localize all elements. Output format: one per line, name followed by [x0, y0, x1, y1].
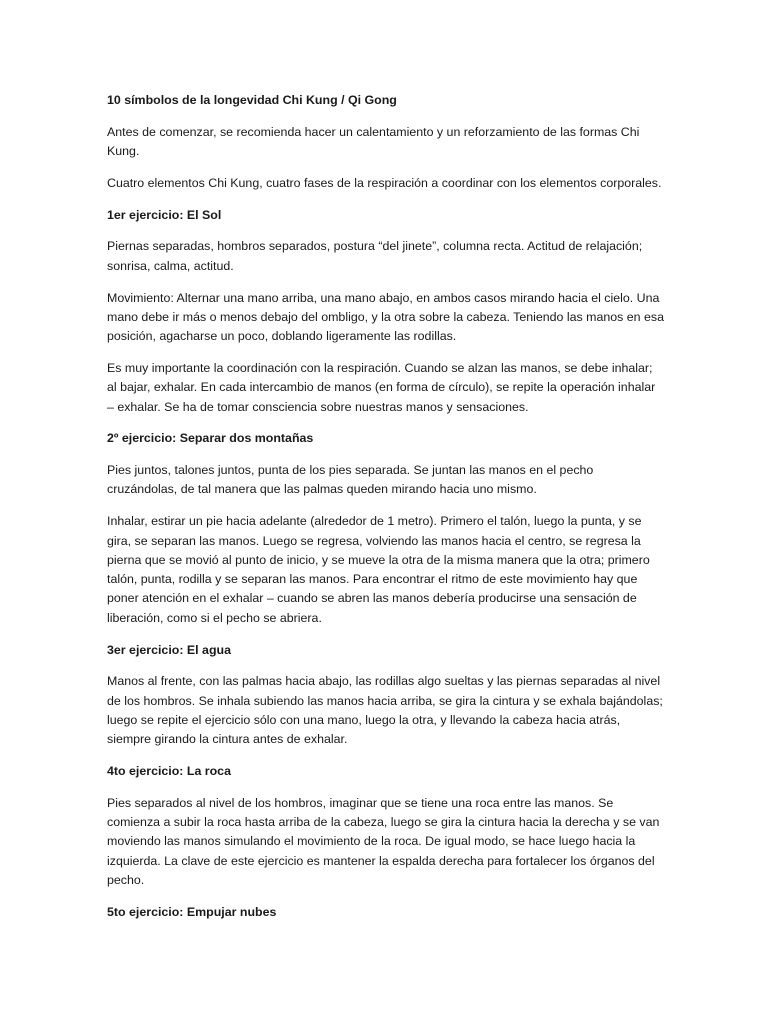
exercise-1-breathing-paragraph: Es muy importante la coordinación con la respiración. Cuando se alzan las manos, se debe inhalar; al bajar, exhalar. En cada intercambio de manos (en forma de círculo), se repite la operación inhalar – exhalar. Se ha de tomar consciencia sobre nuestras manos y sensaciones.	[107, 360, 656, 414]
exercise-1-heading: 1er ejercicio: El Sol	[107, 207, 222, 222]
exercise-4-paragraph: Pies separados al nivel de los hombros, imaginar que se tiene una roca entre las manos. Se comienza a subir la roca hasta arriba de la cabeza, luego se gira la cintura hacia la derecha y se van moviendo las manos simulando el movimiento de la roca. De igual modo, se hace luego hacia la izquierda. La clave de este ejercicio es mantener la espalda derecha para fortalecer los órganos del pecho.	[107, 795, 660, 887]
elements-paragraph: Cuatro elementos Chi Kung, cuatro fases de la respiración a coordinar con los elementos corporales.	[107, 175, 662, 190]
exercise-1-movement-paragraph: Movimiento: Alternar una mano arriba, una mano abajo, en ambos casos mirando hacia el cielo. Una mano debe ir más o menos debajo del ombligo, y la otra sobre la cabeza. Teniendo las manos en esa posición, agacharse un poco, doblando ligeramente las rodillas.	[107, 290, 664, 344]
intro-paragraph: Antes de comenzar, se recomienda hacer un calentamiento y un reforzamiento de las formas Chi Kung.	[107, 124, 640, 159]
exercise-3-paragraph: Manos al frente, con las palmas hacia abajo, las rodillas algo sueltas y las piernas separadas al nivel de los hombros. Se inhala subiendo las manos hacia arriba, se gira la cintura y se exhala bajándolas; luego se repite el ejercicio sólo con una mano, luego la otra, y llevando la cabeza hacia atrás, siempre girando la cintura antes de exhalar.	[107, 674, 663, 747]
exercise-2-movement-paragraph: Inhalar, estirar un pie hacia adelante (alrededor de 1 metro). Primero el talón, luego la punta, y se gira, se separan las manos. Luego se regresa, volviendo las manos hacia el centro, se regresa la pierna que se movió al punto de inicio, y se mueve la otra de la misma manera que la otra; primero talón, punta, rodilla y se separan las manos. Para encontrar el ritmo de este movimiento hay que poner atención en el exhalar – cuando se abren las manos debería producirse una sensación de liberación, como si el pecho se abriera.	[107, 514, 650, 625]
exercise-3-heading: 3er ejercicio: El agua	[107, 642, 231, 657]
exercise-2-heading: 2º ejercicio: Separar dos montañas	[107, 431, 314, 446]
document-title: 10 símbolos de la longevidad Chi Kung / Qi Gong	[107, 93, 397, 107]
document-page	[107, 91, 665, 935]
exercise-2-posture-paragraph: Pies juntos, talones juntos, punta de los pies separada. Se juntan las manos en el pecho cruzándolas, de tal manera que las palmas queden mirando hacia uno mismo.	[107, 463, 594, 497]
exercise-5-heading: 5to ejercicio: Empujar nubes	[107, 904, 277, 919]
exercise-1-posture-paragraph: Piernas separadas, hombros separados, postura “del jinete”, columna recta. Actitud de relajación; sonrisa, calma, actitud.	[107, 239, 643, 273]
exercise-4-heading: 4to ejercicio: La roca	[107, 764, 231, 779]
